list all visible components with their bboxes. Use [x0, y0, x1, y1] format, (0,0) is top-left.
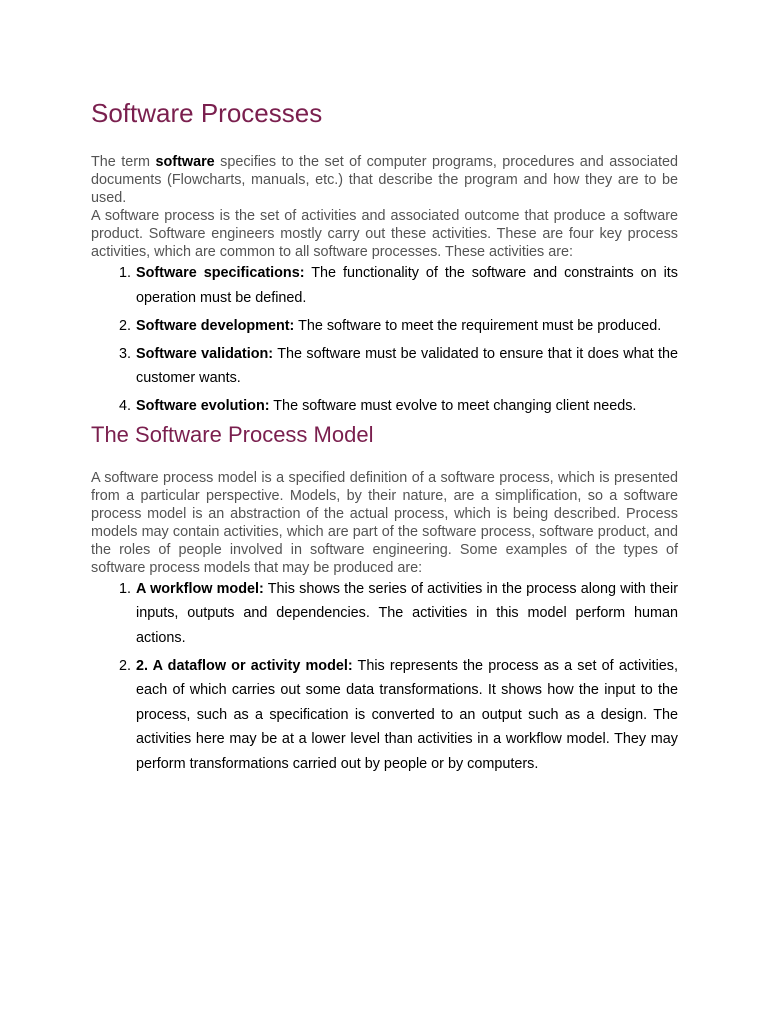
section-title-process-model: The Software Process Model — [91, 422, 374, 448]
section-title-software-processes: Software Processes — [91, 98, 323, 128]
intro-paragraph — [91, 153, 678, 207]
list-item-text: The functionality of the software and constraints on its operation must be defined. — [136, 265, 678, 306]
list-item-text: This shows the series of activities in the process along with their inputs, outputs and dependencies. The activities in this model perform human actions. — [136, 580, 678, 646]
list-item-workflow-model — [135, 577, 678, 651]
list-item-term: A workflow model: — [136, 580, 264, 597]
list-item-specifications — [135, 261, 678, 310]
process-model-types-list — [91, 577, 678, 777]
list-item-term: Software validation: — [136, 345, 274, 362]
document-content — [91, 98, 678, 780]
list-item-text: The software must be validated to ensure that it does what the customer wants. — [136, 345, 679, 387]
list-item-evolution — [135, 394, 678, 419]
process-description-paragraph: A software process is the set of activities and associated outcome that produce a software product. Software engineers mostly carry out these activities. These are four key process activities, which are common to all software processes. These activities are: — [91, 208, 678, 261]
list-item-text: This represents the process as a set of activities, each of which carries out some data transformations. It shows how the input to the process, such as a specification is converted to an output such as a design. The activities here may be at a lower level than activities in a workflow model. They may perform transformations carried out by people or by computers. — [136, 657, 678, 772]
intro-term: software — [155, 154, 215, 171]
list-item-term: Software development: — [136, 317, 295, 334]
list-item-term: Software specifications: — [136, 265, 305, 282]
list-item-dataflow-model — [135, 654, 678, 777]
process-activities-list — [91, 261, 678, 419]
process-model-description-paragraph: A software process model is a specified definition of a software process, which is presented from a particular perspective. Models, by their nature, are a simplification, so a software process model is an abstraction of the actual process, which is being described. Process models may contain activities, which are part of the software process, software product, and the roles of people involved in software engineering. Some examples of the types of software process models that may be produced are: — [91, 469, 678, 576]
list-item-validation — [135, 342, 678, 391]
intro-suffix: specifies to the set of computer programs, procedures and associated documents (Flowcharts, manuals, etc.) that describe the program and how they are to be used. — [91, 154, 679, 207]
intro-prefix: The term — [91, 154, 156, 171]
list-item-term: Software evolution: — [136, 398, 270, 415]
list-item-text: The software must evolve to meet changing client needs. — [269, 398, 637, 415]
list-item-development — [135, 314, 678, 339]
list-item-text: The software to meet the requirement must be produced. — [294, 317, 662, 334]
list-item-term: 2. A dataflow or activity model: — [136, 657, 353, 674]
